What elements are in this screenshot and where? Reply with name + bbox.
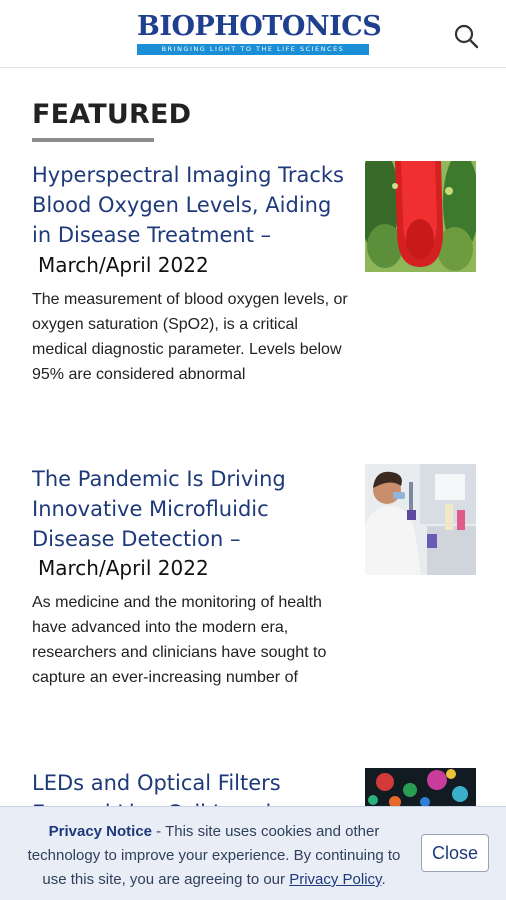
site-header [0, 0, 506, 68]
privacy-policy-link[interactable]: Privacy Policy [289, 871, 382, 888]
logo-tagline: BRINGING LIGHT TO THE LIFE SCIENCES [137, 44, 369, 55]
article-2-date: March/April 2022 [38, 556, 209, 580]
article-1-thumbnail[interactable] [365, 161, 476, 272]
search-icon [452, 22, 480, 50]
featured-heading: FEATURED [32, 99, 192, 130]
article-3-title[interactable]: LEDs and Optical Filters [32, 771, 281, 795]
close-button[interactable]: Close [421, 834, 489, 872]
site-logo[interactable] [137, 11, 382, 57]
article-2-thumbnail[interactable] [365, 464, 476, 575]
logo-wordmark: BIOPHOTONICS [137, 11, 382, 42]
privacy-notice-title: Privacy Notice [48, 823, 153, 840]
privacy-notice-body: - This site uses cookies and other technology to improve your experience. By continuing to use this site, you are agreeing to our [27, 823, 401, 888]
article-2-title[interactable]: The Pandemic Is Driving Innovative Microfluidic Disease Detection – [32, 467, 286, 551]
privacy-notice-text [18, 820, 410, 892]
article-1-title[interactable]: Hyperspectral Imaging Tracks Blood Oxygen Levels, Aiding in Disease Treatment – [32, 163, 344, 247]
finger-thermal-image [365, 161, 476, 272]
lab-scientist-image [365, 464, 476, 575]
article-2-description: As medicine and the monitoring of health have advanced into the modern era, researchers and clinicians have sought to capture an ever-increasing number of [32, 594, 327, 686]
article-1-description: The measurement of blood oxygen levels, or oxygen saturation (SpO2), is a critical medical diagnostic parameter. Levels below 95% are considered abnormal [32, 291, 348, 383]
search-button[interactable] [452, 22, 480, 50]
article-1-date: March/April 2022 [38, 253, 209, 277]
featured-underline [32, 138, 154, 142]
privacy-notice-end: . [381, 871, 386, 888]
